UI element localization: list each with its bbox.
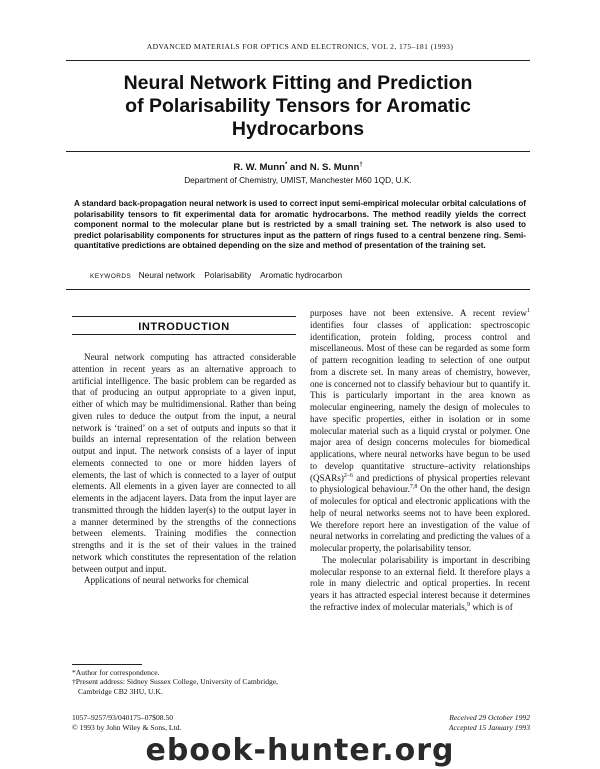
- keywords-label: KEYWORDS: [90, 273, 132, 280]
- text-run: and predictions of physical properties relevant to physiological behaviour.: [310, 472, 530, 495]
- paragraph: [310, 308, 530, 555]
- text-run: identifies four classes of application: spectroscopic identification, protein folding, process control and miscellaneous. Most of these can be regarded as some form of pattern recognition leading to selection of one output from a discrete set. In many areas of chemistry, however, one is concerned not to classify behaviour but to quantify it. This is particularly important in the area known as molecular engineering, namely the design of molecules to have specific properties, either in isolation or in some molecular material such as a liquid crystal or polymer. One major area of design concerns molecules for biomedical applications, where neural networks have begun to be used to develop quantitative structure–activity relationships (QSARs): [310, 319, 530, 483]
- left-column: [72, 352, 296, 587]
- paragraph: Neural network computing has attracted considerable attention in recent years as an alternative approach to artificial intelligence. The basic problem can be regarded as that of producing an output appropriate to a given input, either of which may be multidimensional. Rather than being given rules to deduce the output from the input, a neural network is ‘trained’ on a set of outputs and inputs so that it builds an internal representation of the relation between output and input. The network consists of a layer of input elements connected to one or more hidden layers of elements, the last of which is connected to a layer of output elements. All elements in a given layer are connected to all elements in the adjacent layers. Data from the input layer are transmitted through the hidden layer(s) to the output layer in a manner determined by the strengths of the connections between elements. Training modifies the connection strengths and it is the set of their values in the trained network which constitutes the representation of the relation between output and input.: [72, 352, 296, 574]
- text-run: which is of: [470, 601, 513, 612]
- affiliation: Department of Chemistry, UMIST, Manchester M60 1QD, U.K.: [184, 175, 412, 185]
- section-heading-text: INTRODUCTION: [138, 321, 230, 333]
- footnote: †Present address: Sidney Sussex College, University of Cambridge, Cambridge CB2 3HU, U.K.: [72, 677, 279, 696]
- paragraph: [310, 555, 530, 614]
- section-heading: [72, 317, 296, 335]
- reference-mark: 2–6: [343, 472, 353, 479]
- received-date: Received 29 October 1992: [449, 713, 530, 722]
- header-rule: [66, 60, 530, 61]
- authors: [66, 162, 530, 173]
- title-rule: [66, 151, 530, 152]
- dates-block: [310, 713, 530, 732]
- keyword: Polarisability: [204, 270, 252, 280]
- text-run: purposes have not been extensive. A recent review: [310, 308, 527, 318]
- keyword: Neural network: [138, 270, 195, 280]
- keywords-rule: [66, 289, 530, 290]
- reference-mark: 7,8: [409, 484, 418, 491]
- abstract: A standard back-propagation neural network is used to correct input semi-empirical molecular orbital calculations of polarisability tensors to fit experimental data for aromatic hydrocarbons. The method readily yields the correct component normal to the molecular plane but is restricted by a small training set. The network is also used to predict polarisability components for structures input as the pattern of rings fused to a central benzene ring. Semi-quantitative predictions are obtained depending on the size and method of presentation of the training set.: [74, 199, 526, 251]
- reference-mark: 1: [527, 307, 530, 314]
- right-column: [310, 308, 530, 614]
- journal-header: ADVANCED MATERIALS FOR OPTICS AND ELECTRONICS, VOL 2, 175–181 (1993): [146, 42, 454, 51]
- author-1: R. W. Munn: [233, 162, 286, 173]
- title-line-3: Hydrocarbons: [231, 118, 365, 140]
- paragraph: Applications of neural networks for chemical: [84, 575, 249, 586]
- copyright-block: [72, 713, 181, 732]
- accepted-date: Accepted 15 January 1993: [448, 722, 530, 732]
- text-run: The molecular polarisability is important in describing molecular response to an external field. It therefore plays a role in many dielectric and optical properties. In recent years it has attracted especial interest because it determines the refractive index of molecular materials,: [310, 554, 530, 612]
- text-run: On the other hand, the design of molecules for optical and electronic applications with the help of neural networks seems not to have been explored. We therefore report here an investigation of the value of neural networks in correlating and predicting the values of a molecular property, the polarisability tensor.: [310, 484, 530, 553]
- title-line-2: of Polarisability Tensors for Aromatic: [125, 95, 471, 117]
- keywords: [90, 270, 349, 280]
- paper-title: [66, 72, 530, 141]
- footnote-rule: [72, 664, 142, 665]
- section-rule-bottom: [72, 334, 296, 335]
- keyword: Aromatic hydrocarbon: [260, 270, 343, 280]
- author-1-mark: *: [285, 161, 288, 168]
- author-2: N. S. Munn: [309, 162, 360, 173]
- reference-mark: 9: [467, 601, 471, 608]
- author-2-mark: †: [359, 161, 363, 168]
- footnotes: [72, 668, 296, 696]
- copyright-line: © 1993 by John Wiley & Sons, Ltd.: [72, 722, 182, 732]
- authors-and: and: [287, 162, 310, 173]
- footnote: *Author for correspondence.: [72, 668, 160, 677]
- title-line-1: Neural Network Fitting and Prediction: [123, 72, 473, 94]
- watermark-text: ebook-hunter.org: [145, 733, 455, 768]
- issn-line: 1057–9257/93/040175–07$08.50: [72, 713, 174, 722]
